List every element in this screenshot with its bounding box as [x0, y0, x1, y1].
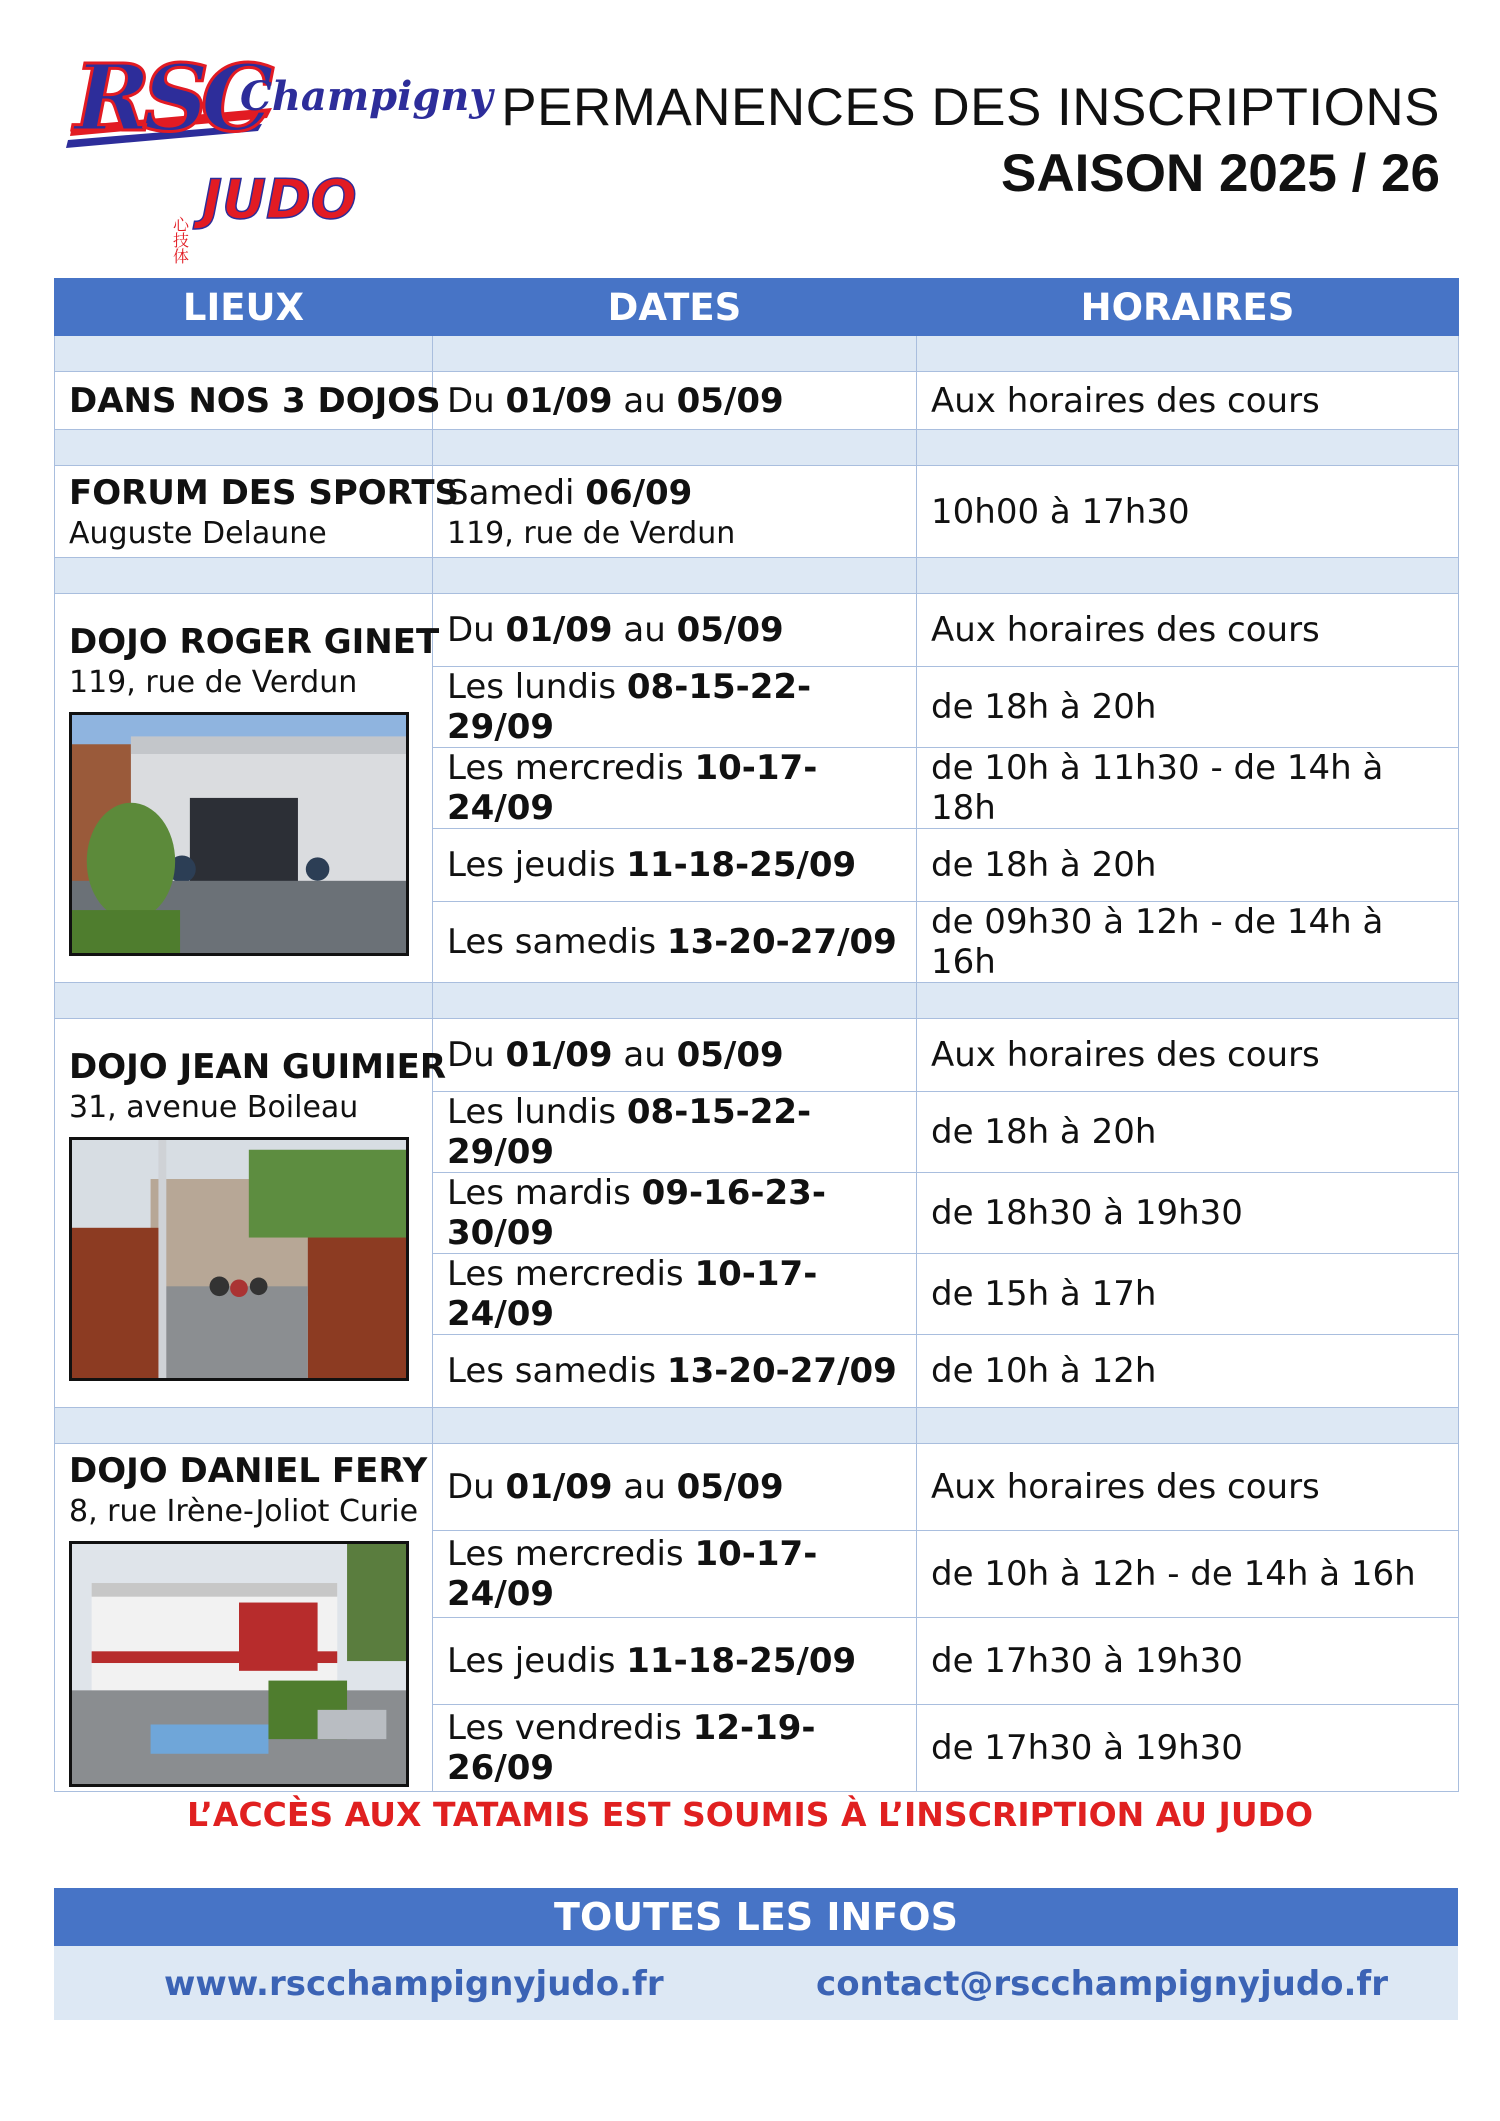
date-value: 09-16-23-30/09	[447, 1173, 826, 1253]
dates-cell: Du 01/09 au 05/09	[433, 1019, 917, 1092]
logo-rsc-letters: RSC	[74, 44, 267, 152]
hours-cell: de 18h à 20h	[917, 667, 1459, 748]
date-value: 01/09	[505, 380, 613, 421]
table-header-row	[55, 279, 1459, 336]
hours-cell: 10h00 à 17h30	[917, 466, 1459, 558]
dates-cell: Samedi 06/09 119, rue de Verdun	[433, 466, 917, 558]
place-name: DANS NOS 3 DOJOS	[69, 380, 441, 421]
spacer-row	[55, 983, 1459, 1019]
date-value: 10-17-24/09	[447, 1534, 818, 1614]
dates-cell: Du 01/09 au 05/09	[433, 594, 917, 667]
dates-cell: Les samedis 13-20-27/09	[433, 1335, 917, 1408]
table-row	[55, 1444, 1459, 1531]
registration-schedule-table	[54, 278, 1459, 1792]
hours-cell: de 18h à 20h	[917, 829, 1459, 902]
spacer-row	[55, 1408, 1459, 1444]
spacer-row	[55, 558, 1459, 594]
dates-cell: Les mercredis 10-17-24/09	[433, 1531, 917, 1618]
forum-address: 119, rue de Verdun	[447, 515, 736, 551]
email-link[interactable]: contact@rscchampignyjudo.fr	[816, 1964, 1388, 2004]
date-value: 11-18-25/09	[626, 1641, 857, 1681]
hours-cell: de 15h à 17h	[917, 1254, 1459, 1335]
date-value: 05/09	[676, 1035, 784, 1075]
table-row	[55, 594, 1459, 667]
hours-cell: de 10h à 12h	[917, 1335, 1459, 1408]
place-name: DOJO JEAN GUIMIER	[69, 1047, 447, 1087]
logo-champigny: Champigny	[240, 73, 493, 120]
hours-cell: de 18h à 20h	[917, 1092, 1459, 1173]
place-cell	[55, 1019, 447, 1408]
hours-cell: de 10h à 11h30 - de 14h à 18h	[917, 748, 1459, 829]
place-cell	[55, 1444, 433, 1792]
date-value: 10-17-24/09	[447, 1254, 818, 1334]
dates-cell: Les mardis 09-16-23-30/09	[433, 1173, 917, 1254]
dojo-roger-ginet-photo	[69, 712, 409, 956]
hours-cell: Aux horaires des cours	[917, 372, 1459, 430]
hours-cell: de 17h30 à 19h30	[917, 1705, 1459, 1792]
dates-cell: Les mercredis 10-17-24/09	[433, 748, 917, 829]
date-value: 13-20-27/09	[666, 1351, 897, 1391]
dojo-daniel-fery-photo	[69, 1541, 409, 1787]
place-name: FORUM DES SPORTS	[69, 472, 460, 513]
date-value: 13-20-27/09	[666, 922, 897, 962]
header-lieux: LIEUX	[55, 279, 433, 336]
place-name: DOJO DANIEL FERY	[69, 1450, 428, 1491]
logo-kanji: 心技体	[170, 216, 190, 264]
place-name: DOJO ROGER GINET	[69, 622, 440, 662]
hours-cell: Aux horaires des cours	[917, 594, 1459, 667]
place-address: 31, avenue Boileau	[69, 1090, 359, 1125]
document-title	[501, 78, 1440, 210]
hours-cell: de 10h à 12h - de 14h à 16h	[917, 1531, 1459, 1618]
place-address: Auguste Delaune	[69, 515, 327, 551]
info-banner: TOUTES LES INFOS	[54, 1888, 1458, 1946]
dates-cell: Les lundis 08-15-22-29/09	[433, 1092, 917, 1173]
hours-cell: de 17h30 à 19h30	[917, 1618, 1459, 1705]
dates-cell: Les jeudis 11-18-25/09	[433, 829, 917, 902]
date-value: 12-19-26/09	[447, 1708, 816, 1788]
date-value: 08-15-22-29/09	[447, 667, 812, 747]
dates-cell: Du 01/09 au 05/09	[433, 1444, 917, 1531]
hours-cell: Aux horaires des cours	[917, 1444, 1459, 1531]
date-value: 01/09	[505, 1035, 613, 1075]
date-value: 06/09	[585, 472, 693, 513]
dates-cell: Les samedis 13-20-27/09	[433, 902, 917, 983]
date-value: 11-18-25/09	[626, 845, 857, 885]
hours-cell: Aux horaires des cours	[917, 1019, 1459, 1092]
date-value: 01/09	[505, 610, 613, 650]
title-line-1: PERMANENCES DES INSCRIPTIONS	[501, 78, 1440, 137]
date-value: 08-15-22-29/09	[447, 1092, 812, 1172]
date-value: 05/09	[676, 610, 784, 650]
logo-judo: JUDO	[202, 168, 357, 231]
spacer-row	[55, 336, 1459, 372]
table-row	[55, 372, 1459, 430]
dates-cell: Les mercredis 10-17-24/09	[433, 1254, 917, 1335]
header-dates: DATES	[433, 279, 917, 336]
dojo-jean-guimier-photo	[69, 1137, 409, 1381]
date-value: 10-17-24/09	[447, 748, 818, 828]
date-value: 01/09	[505, 1467, 613, 1507]
tatami-access-notice: L’ACCÈS AUX TATAMIS EST SOUMIS À L’INSCRIPTION AU JUDO	[186, 1795, 1314, 1834]
dates-cell: Du 01/09 au 05/09	[433, 372, 917, 430]
date-value: 05/09	[676, 1467, 784, 1507]
dates-cell: Les lundis 08-15-22-29/09	[433, 667, 917, 748]
spacer-row	[55, 430, 1459, 466]
info-links-bar	[54, 1946, 1458, 2020]
hours-cell: de 09h30 à 12h - de 14h à 16h	[917, 902, 1459, 983]
place-cell	[55, 466, 460, 558]
place-address: 8, rue Irène-Joliot Curie	[69, 1493, 419, 1529]
dates-cell: Les jeudis 11-18-25/09	[433, 1618, 917, 1705]
rsc-champigny-judo-logo	[62, 38, 493, 264]
place-address: 119, rue de Verdun	[69, 665, 358, 700]
club-logo	[62, 38, 493, 264]
place-cell	[55, 594, 440, 983]
date-value: 05/09	[676, 380, 784, 421]
table-row	[55, 466, 1459, 558]
place-cell	[55, 372, 441, 430]
title-line-2: SAISON 2025 / 26	[1001, 144, 1440, 203]
website-link[interactable]: www.rscchampignyjudo.fr	[164, 1964, 664, 2004]
table-row	[55, 1019, 1459, 1092]
dates-cell: Les vendredis 12-19-26/09	[433, 1705, 917, 1792]
hours-cell: de 18h30 à 19h30	[917, 1173, 1459, 1254]
header-horaires: HORAIRES	[917, 279, 1459, 336]
